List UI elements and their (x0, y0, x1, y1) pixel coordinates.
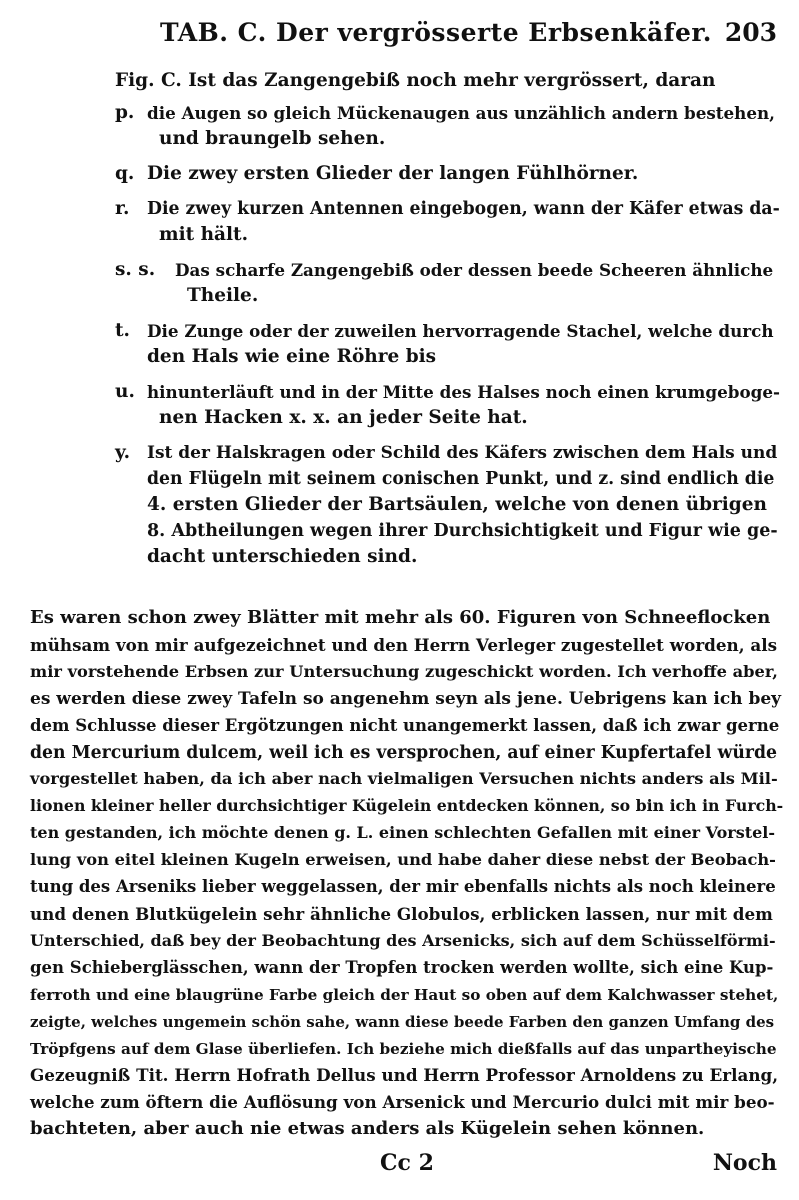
body-line: ferroth und eine blaugrüne Farbe gleich der Haut so oben auf dem Kalchwasser stehet, (30, 985, 779, 1004)
legend-text (147, 318, 780, 370)
legend-line: Theile. (187, 285, 259, 306)
body-line: lionen kleiner heller durchsichtiger Kügelein entdecken können, so bin ich in Furch- (30, 796, 784, 816)
body-line: Tröpfgens auf dem Glase überliefen. Ich beziehe mich dießfalls auf das unpartheyische (30, 1039, 777, 1058)
legend-entry-t (115, 318, 780, 370)
legend-line: die Augen so gleich Mückenaugen aus unzählich andern bestehen, (147, 103, 776, 123)
body-line: Es waren schon zwey Blätter mit mehr als 60. Figuren von Schneeflocken (30, 607, 771, 628)
legend-line: 8. Abtheilungen wegen ihrer Durchsichtigkeit und Figur wie ge- (147, 521, 778, 541)
legend-letter: p. (115, 102, 135, 123)
body-line: Unterschied, daß bey der Beobachtung des Arsenicks, sich auf dem Schüsselförmi- (30, 930, 776, 950)
legend-line: mit hält. (159, 224, 249, 245)
legend-text (147, 379, 780, 431)
body-line: vorgestellet haben, da ich aber nach vielmaligen Versuchen nichts anders als Mil- (30, 769, 778, 789)
legend-line: 4. ersten Glieder der Bartsäulen, welche von denen übrigen (147, 494, 767, 515)
legend-text (147, 100, 780, 152)
legend-line: den Flügeln mit seinem conischen Punkt, und z. sind endlich die (147, 469, 775, 489)
legend-letter: q. (115, 163, 135, 184)
legend-entry-y (115, 440, 780, 570)
legend-text (147, 440, 780, 570)
body-line: bachteten, aber auch nie etwas anders als Kügelein sehen können. (30, 1118, 705, 1140)
legend-letter: t. (115, 320, 130, 341)
body-line: den Mercurium dulcem, weil ich es versprochen, auf einer Kupfertafel würde (30, 742, 777, 763)
page-footer (0, 1150, 799, 1180)
legend-entry-q (115, 161, 780, 187)
legend-letter: r. (115, 198, 130, 219)
legend-line: hinunterläuft und in der Mitte des Halses noch einen krumgeboge- (147, 382, 780, 402)
legend-line: Ist der Halskragen oder Schild des Käfers zwischen dem Hals und (147, 443, 778, 463)
legend-line: Die Zunge oder der zuweilen hervorragende Stachel, welche durch (147, 321, 774, 341)
body-line: tung des Arseniks lieber weggelassen, der mir ebenfalls nichts als noch kleinere (30, 877, 776, 897)
page-header (160, 18, 777, 58)
figure-caption: Fig. C. Ist das Zangengebiß noch mehr vergrössert, daran (115, 70, 716, 91)
legend-entry-s (115, 257, 780, 309)
body-line: und denen Blutkügelein sehr ähnliche Globulos, erblicken lassen, nur mit dem (30, 903, 773, 924)
legend-line: Die zwey kurzen Antennen eingebogen, wann der Käfer etwas da- (147, 199, 780, 219)
legend-entry-r (115, 196, 780, 248)
legend-line: dacht unterschieden sind. (147, 546, 418, 567)
legend-letter: s. s. (115, 259, 156, 280)
body-line: ten gestanden, ich möchte denen g. L. einen schlechten Gefallen mit einer Vorstel- (30, 823, 775, 843)
legend-text (147, 196, 780, 248)
legend-text (147, 161, 780, 187)
body-line: Gezeugniß Tit. Herrn Hofrath Dellus und Herrn Professor Arnoldens zu Erlang, (30, 1065, 779, 1086)
body-line: welche zum öftern die Auflösung von Arsenick und Mercurio dulci mit mir beo- (30, 1092, 775, 1113)
legend-line: Das scharfe Zangengebiß oder dessen beede Scheeren ähnliche (175, 260, 774, 280)
legend-line: und braungelb sehen. (159, 128, 386, 149)
legend-entry-p (115, 100, 780, 152)
legend-line: den Hals wie eine Röhre bis (147, 346, 437, 367)
running-head: TAB. C. Der vergrösserte Erbsenkäfer. (160, 18, 712, 47)
body-line: es werden diese zwey Tafeln so angenehm seyn als jene. Uebrigens kan ich bey (30, 688, 782, 709)
body-line: mir vorstehende Erbsen zur Untersuchung zugeschickt worden. Ich verhoffe aber, (30, 661, 778, 681)
body-line: lung von eitel kleinen Kugeln erweisen, und habe daher diese nebst der Beobach- (30, 850, 776, 870)
legend-text (175, 257, 780, 309)
body-line: zeigte, welches ungemein schön sahe, wann diese beede Farben den ganzen Umfang des (30, 1012, 775, 1031)
legend-line: nen Hacken x. x. an jeder Seite hat. (159, 407, 528, 428)
figure-legend (115, 68, 780, 579)
legend-letter: u. (115, 381, 135, 402)
signature-mark: Cc 2 (380, 1150, 434, 1176)
body-line: gen Schieberglässchen, wann der Tropfen trocken werden wollte, sich eine Kup- (30, 957, 774, 977)
body-paragraph (30, 605, 782, 1143)
catchword: Noch (712, 1150, 777, 1176)
body-line: mühsam von mir aufgezeichnet und den Herrn Verleger zugestellet worden, als (30, 634, 778, 655)
legend-entry-u (115, 379, 780, 431)
body-line: dem Schlusse dieser Ergötzungen nicht unangemerkt lassen, daß ich zwar gerne (30, 715, 780, 735)
legend-letter: y. (115, 442, 131, 463)
legend-line: Die zwey ersten Glieder der langen Fühlhörner. (147, 163, 639, 184)
page-number: 203 (724, 18, 777, 47)
